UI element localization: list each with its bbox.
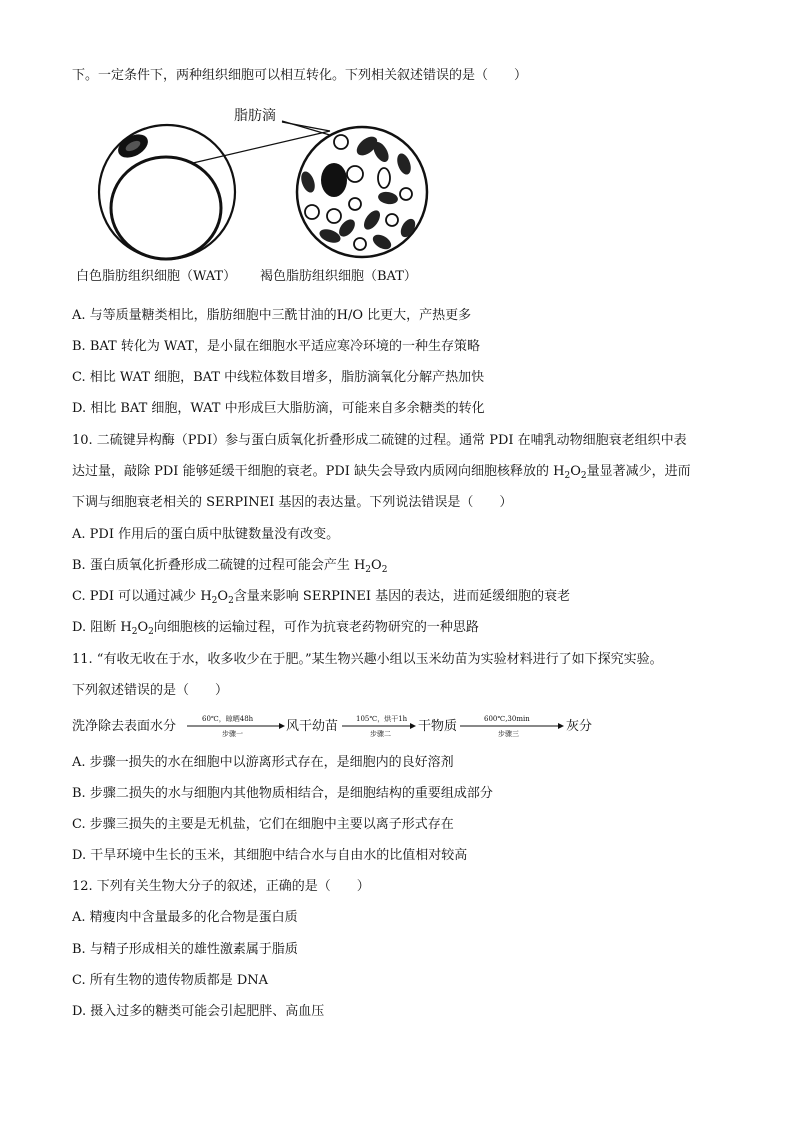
fat-droplet-label: 脂肪滴 — [234, 108, 276, 124]
experiment-flowchart — [72, 710, 632, 742]
q12-option-b: B. 与精子形成相关的雄性激素属于脂质 — [72, 942, 298, 957]
subscript-2: 2 — [365, 565, 372, 575]
q11-option-c: C. 步骤三损失的主要是无机盐，它们在细胞中主要以离子形式存在 — [72, 817, 454, 832]
q10-option-d-b: O — [137, 620, 149, 635]
bat-nucleus — [321, 163, 347, 197]
q10-option-c-b: O — [217, 589, 229, 604]
q10-stem-line2-c: 量显著减少，进而 — [586, 464, 691, 479]
q12-option-a: A. 精瘦肉中含量最多的化合物是蛋白质 — [72, 910, 298, 925]
q9-stem: 下。一定条件下，两种组织细胞可以相互转化。下列相关叙述错误的是（ ） — [72, 68, 528, 83]
q11-option-b: B. 步骤二损失的水与细胞内其他物质相结合，是细胞结构的重要组成部分 — [72, 786, 493, 801]
q9-option-a: A. 与等质量糖类相比，脂肪细胞中三酰甘油的H/O 比更大，产热更多 — [72, 308, 472, 323]
q11-stem-line1: 11. “有收无收在于水，收多收少在于肥。”某生物兴趣小组以玉米幼苗为实验材料进行了如下探究实验。 — [72, 652, 663, 667]
arrow1-condition: 60℃，晾晒48h — [202, 715, 254, 723]
q9-option-b: B. BAT 转化为 WAT，是小鼠在细胞水平适应寒冷环境的一种生存策略 — [72, 339, 481, 354]
q11-option-a: A. 步骤一损失的水在细胞中以游离形式存在，是细胞内的良好溶剂 — [72, 755, 454, 770]
q9-option-d: D. 相比 BAT 细胞，WAT 中形成巨大脂肪滴，可能来自多余糖类的转化 — [72, 401, 485, 416]
q11-stem-line2: 下列叙述错误的是（ ） — [72, 683, 229, 698]
arrow2-step: 步骤二 — [370, 730, 391, 738]
q10-option-c-c: 含量来影响 SERPINEI 基因的表达，进而延缓细胞的衰老 — [233, 589, 571, 604]
bat-caption: 褐色脂肪组织细胞（BAT） — [260, 269, 417, 284]
q10-stem-line2 — [72, 463, 691, 485]
flow-step-washed: 洗净除去表面水分 — [72, 719, 177, 734]
q10-stem-line2-a: 达过量，敲除 PDI 能够延缓干细胞的衰老。PDI 缺失会导致内质网向细胞核释放的 H — [72, 464, 565, 479]
subscript-2: 2 — [228, 596, 234, 606]
q10-option-c-a: C. PDI 可以通过减少 H — [72, 589, 212, 604]
flow-step-airdried: 风干幼苗 — [286, 719, 339, 734]
arrow3-step: 步骤三 — [498, 730, 519, 738]
subscript-2: 2 — [564, 471, 571, 481]
arrow3-condition: 600℃,30min — [484, 715, 530, 723]
wat-cell-diagram — [99, 125, 235, 259]
q10-option-d-a: D. 阻断 H — [72, 620, 132, 635]
q10-option-b-a: B. 蛋白质氧化折叠形成二硫键的过程可能会产生 H — [72, 558, 366, 573]
q10-option-c — [72, 588, 570, 610]
arrow1-step: 步骤一 — [222, 730, 243, 738]
flow-step-ash: 灰分 — [566, 719, 593, 734]
subscript-2: 2 — [580, 471, 587, 481]
q12-stem: 12. 下列有关生物大分子的叙述，正确的是（ ） — [72, 879, 370, 894]
q10-option-b-b: O — [371, 558, 382, 573]
bat-cell-diagram — [297, 127, 427, 257]
subscript-2: 2 — [211, 596, 218, 606]
q10-option-b — [72, 557, 387, 579]
q10-stem-line1: 10. 二硫键异构酶（PDI）参与蛋白质氧化折叠形成二硫键的过程。通常 PDI 在哺乳动物细胞衰老组织中表 — [72, 433, 687, 448]
q12-option-d: D. 摄入过多的糖类可能会引起肥胖、高血压 — [72, 1004, 325, 1019]
flow-step-drymatter: 干物质 — [418, 719, 458, 734]
q10-stem-line2-b: O — [570, 464, 581, 479]
subscript-2: 2 — [381, 565, 388, 575]
wat-caption: 白色脂肪组织细胞（WAT） — [76, 269, 237, 284]
q10-option-d — [72, 619, 479, 641]
q11-option-d: D. 干旱环境中生长的玉米，其细胞中结合水与自由水的比值相对较高 — [72, 848, 468, 863]
q10-option-d-c: 向细胞核的运输过程，可作为抗衰老药物研究的一种思路 — [153, 620, 479, 635]
q12-option-c: C. 所有生物的遗传物质都是 DNA — [72, 973, 269, 988]
fat-cell-figure — [72, 100, 492, 295]
q10-stem-line3: 下调与细胞衰老相关的 SERPINEI 基因的表达量。下列说法错误是（ ） — [72, 495, 513, 510]
q9-option-c: C. 相比 WAT 细胞，BAT 中线粒体数目增多，脂肪滴氧化分解产热加快 — [72, 370, 485, 385]
arrow2-condition: 105℃，烘干1h — [356, 715, 408, 723]
subscript-2: 2 — [131, 627, 138, 637]
q10-option-a: A. PDI 作用后的蛋白质中肽键数量没有改变。 — [72, 527, 340, 542]
subscript-2: 2 — [148, 627, 154, 637]
